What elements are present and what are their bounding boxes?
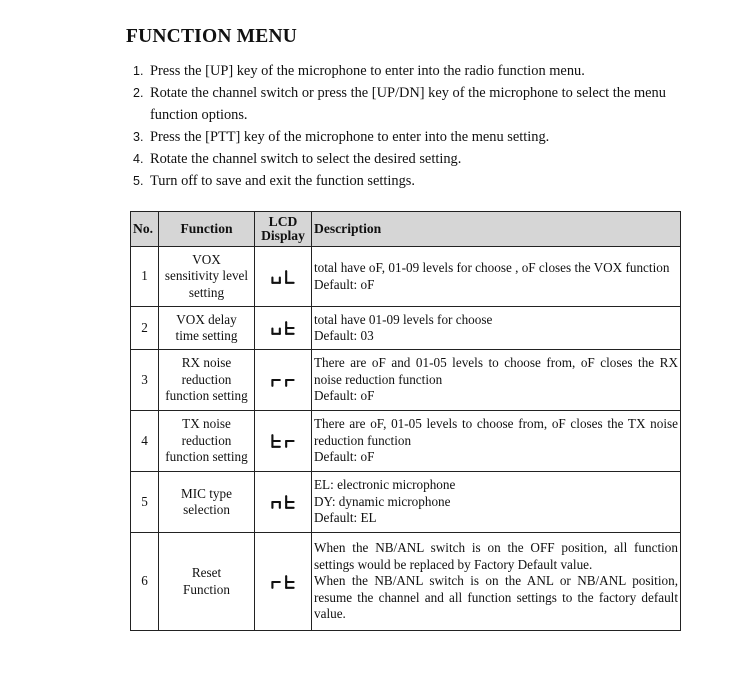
- table-row: [131, 533, 681, 631]
- description-line: EL: electronic microphone: [314, 477, 456, 493]
- cell-function: [159, 350, 255, 411]
- description-line: When the NB/ANL switch is on the ANL or NB/ANL position, resume the channel and all function settings to the factory default value.: [314, 573, 678, 622]
- description-line: Default: oF: [314, 449, 375, 465]
- header-lcd-line2: Display: [261, 228, 305, 243]
- cell-no: 2: [131, 307, 159, 350]
- table-row: [131, 350, 681, 411]
- cell-lcd-display: [255, 472, 312, 533]
- cell-no: 5: [131, 472, 159, 533]
- cell-description: [312, 307, 681, 350]
- table-header-row: [131, 212, 681, 247]
- step-item: [133, 82, 693, 126]
- cell-no: 6: [131, 533, 159, 631]
- step-number: 2.: [133, 86, 144, 100]
- cell-lcd-display: [255, 350, 312, 411]
- cell-description: [312, 350, 681, 411]
- description-line: There are oF and 01-05 levels to choose from, oF closes the RX noise reduction function: [314, 355, 678, 387]
- function-line: RX noise: [181, 355, 232, 371]
- step-text: Press the [UP] key of the microphone to enter into the radio function menu.: [150, 63, 585, 79]
- step-item: [133, 126, 693, 148]
- lcd-display-glyph: [270, 573, 296, 591]
- function-line: function setting: [165, 449, 248, 465]
- cell-lcd-display: [255, 411, 312, 472]
- function-line: sensitivity level: [164, 268, 249, 284]
- function-line: TX noise: [182, 416, 231, 432]
- step-item: [133, 170, 693, 192]
- step-text: Rotate the channel switch to select the desired setting.: [150, 151, 462, 167]
- function-line: VOX: [192, 251, 221, 267]
- description-line: total have oF, 01-09 levels for choose , oF closes the VOX function: [314, 260, 670, 275]
- step-item: [133, 60, 693, 82]
- cell-description: [312, 533, 681, 631]
- step-text: Rotate the channel switch or press the [UP/DN] key of the microphone to select the menu function options.: [150, 85, 666, 123]
- function-line: function setting: [165, 388, 248, 404]
- step-number: 1.: [133, 64, 144, 78]
- cell-description: [312, 247, 681, 307]
- cell-no: 4: [131, 411, 159, 472]
- lcd-display-glyph: [270, 319, 296, 337]
- function-line: Reset: [191, 565, 222, 580]
- function-line: selection: [183, 502, 230, 517]
- cell-function: [159, 533, 255, 631]
- header-no: No.: [131, 212, 159, 247]
- cell-no: 1: [131, 247, 159, 307]
- description-line: Default: EL: [314, 510, 377, 526]
- table-row: [131, 411, 681, 472]
- table-row: [131, 307, 681, 350]
- cell-function: [159, 247, 255, 307]
- step-number: 5.: [133, 174, 144, 188]
- cell-function: [159, 307, 255, 350]
- function-line: reduction: [181, 432, 232, 448]
- header-function: Function: [159, 212, 255, 247]
- step-text: Turn off to save and exit the function settings.: [150, 173, 415, 189]
- cell-description: [312, 472, 681, 533]
- step-number: 3.: [133, 130, 144, 144]
- step-text: Press the [PTT] key of the microphone to enter into the menu setting.: [150, 129, 550, 145]
- function-line: setting: [188, 284, 225, 300]
- function-line: MIC type: [181, 485, 232, 501]
- cell-no: 3: [131, 350, 159, 411]
- description-line: There are oF, 01-05 levels to choose from, oF closes the TX noise reduction function: [314, 416, 678, 448]
- description-line: When the NB/ANL switch is on the OFF position, all function settings would be replaced by Factory Default value.: [314, 540, 678, 572]
- cell-function: [159, 472, 255, 533]
- lcd-display-glyph: [270, 493, 296, 511]
- function-line: Function: [183, 581, 230, 597]
- description-line: total have 01-09 levels for choose: [314, 311, 493, 327]
- lcd-display-glyph: [270, 432, 296, 450]
- step-item: [133, 148, 693, 170]
- header-description: Description: [312, 212, 681, 247]
- cell-function: [159, 411, 255, 472]
- step-number: 4.: [133, 152, 144, 166]
- description-line: DY: dynamic microphone: [314, 493, 451, 509]
- description-line: Default: 03: [314, 328, 374, 343]
- function-line: time setting: [175, 328, 238, 343]
- function-line: reduction: [181, 371, 232, 387]
- function-line: VOX delay: [176, 311, 237, 327]
- page-title: FUNCTION MENU: [126, 26, 298, 47]
- instruction-steps: [133, 60, 693, 192]
- lcd-display-glyph: [270, 268, 296, 286]
- cell-lcd-display: [255, 247, 312, 307]
- header-lcd-line1: LCD: [268, 214, 298, 229]
- cell-lcd-display: [255, 533, 312, 631]
- description-line: Default: oF: [314, 388, 375, 404]
- lcd-display-glyph: [270, 371, 296, 389]
- header-lcd-display: [255, 212, 312, 247]
- table-row: [131, 472, 681, 533]
- function-table: [130, 211, 681, 631]
- cell-description: [312, 411, 681, 472]
- table-row: [131, 247, 681, 307]
- description-line: Default: oF: [314, 276, 375, 292]
- cell-lcd-display: [255, 307, 312, 350]
